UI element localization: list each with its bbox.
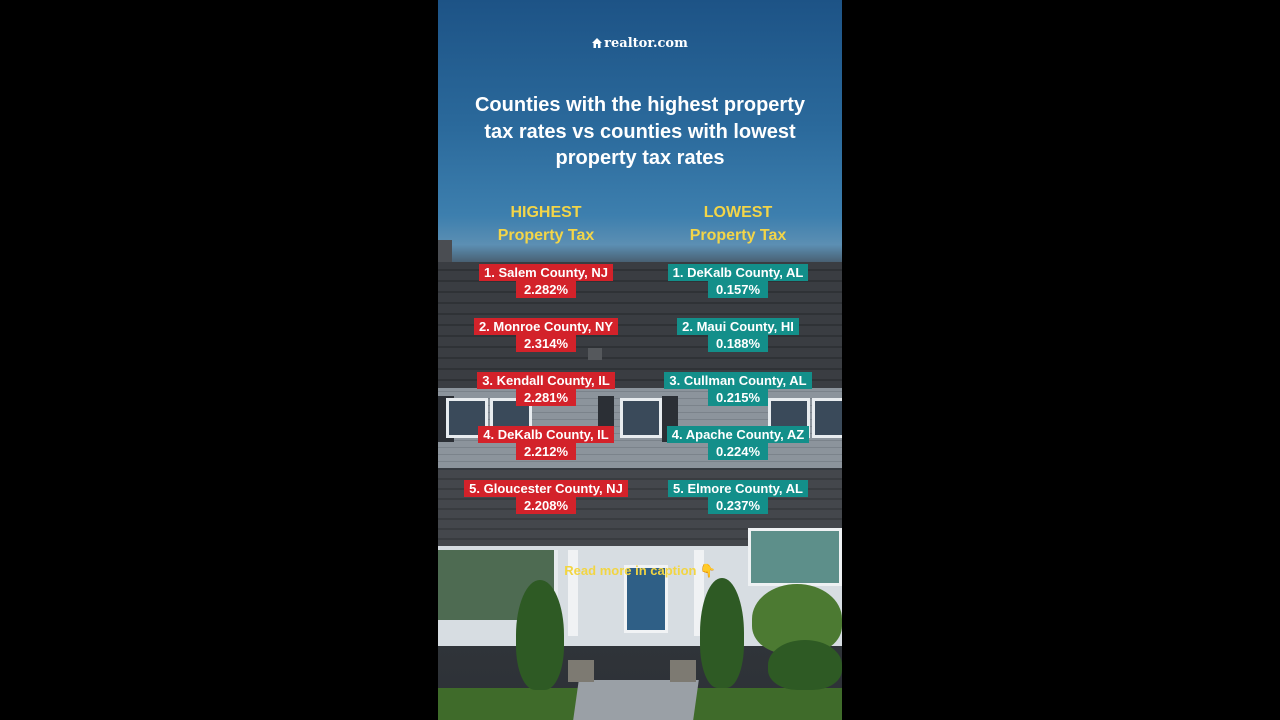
tax-rate: 2.208%	[516, 497, 576, 514]
video-frame[interactable]	[438, 0, 842, 720]
list-item	[638, 262, 838, 316]
infographic-overlay	[438, 0, 842, 720]
county-name: 3. Kendall County, IL	[477, 372, 615, 389]
county-name: 3. Cullman County, AL	[664, 372, 811, 389]
pointing-down-icon: 👇	[699, 563, 716, 578]
county-name: 2. Monroe County, NY	[474, 318, 618, 335]
tax-rate: 0.215%	[708, 389, 768, 406]
read-more-caption	[438, 563, 842, 579]
tax-rate: 0.188%	[708, 335, 768, 352]
list-item	[638, 478, 838, 532]
highest-heading-line2: Property Tax	[497, 227, 595, 244]
logo-text: realtor.com	[604, 36, 688, 51]
list-item	[638, 370, 838, 424]
county-name: 1. DeKalb County, AL	[668, 264, 809, 281]
highest-list	[446, 262, 646, 532]
list-item	[638, 424, 838, 478]
county-name: 2. Maui County, HI	[677, 318, 799, 335]
tax-rate: 0.157%	[708, 281, 768, 298]
list-item	[446, 370, 646, 424]
lowest-heading-line1: LOWEST	[703, 204, 773, 221]
tax-rate: 0.224%	[708, 443, 768, 460]
county-name: 4. Apache County, AZ	[667, 426, 809, 443]
list-item	[638, 316, 838, 370]
list-item	[446, 262, 646, 316]
county-name: 5. Elmore County, AL	[668, 480, 808, 497]
lowest-heading-line2: Property Tax	[689, 227, 787, 244]
list-item	[446, 316, 646, 370]
headline: Counties with the highest property tax rates vs counties with lowest property tax rates	[474, 94, 805, 169]
list-item	[446, 424, 646, 478]
lowest-list	[638, 262, 838, 532]
county-name: 1. Salem County, NJ	[479, 264, 613, 281]
caption-text: Read more in caption	[564, 563, 697, 578]
highest-heading	[446, 201, 646, 247]
tax-rate: 2.282%	[516, 281, 576, 298]
tax-rate: 2.212%	[516, 443, 576, 460]
home-icon	[592, 38, 602, 48]
tax-rate: 0.237%	[708, 497, 768, 514]
county-name: 4. DeKalb County, IL	[478, 426, 613, 443]
realtor-logo	[438, 36, 842, 51]
highest-heading-line1: HIGHEST	[510, 204, 582, 221]
tax-rate: 2.314%	[516, 335, 576, 352]
list-item	[446, 478, 646, 532]
tax-rate: 2.281%	[516, 389, 576, 406]
lowest-heading	[638, 201, 838, 247]
county-name: 5. Gloucester County, NJ	[464, 480, 628, 497]
